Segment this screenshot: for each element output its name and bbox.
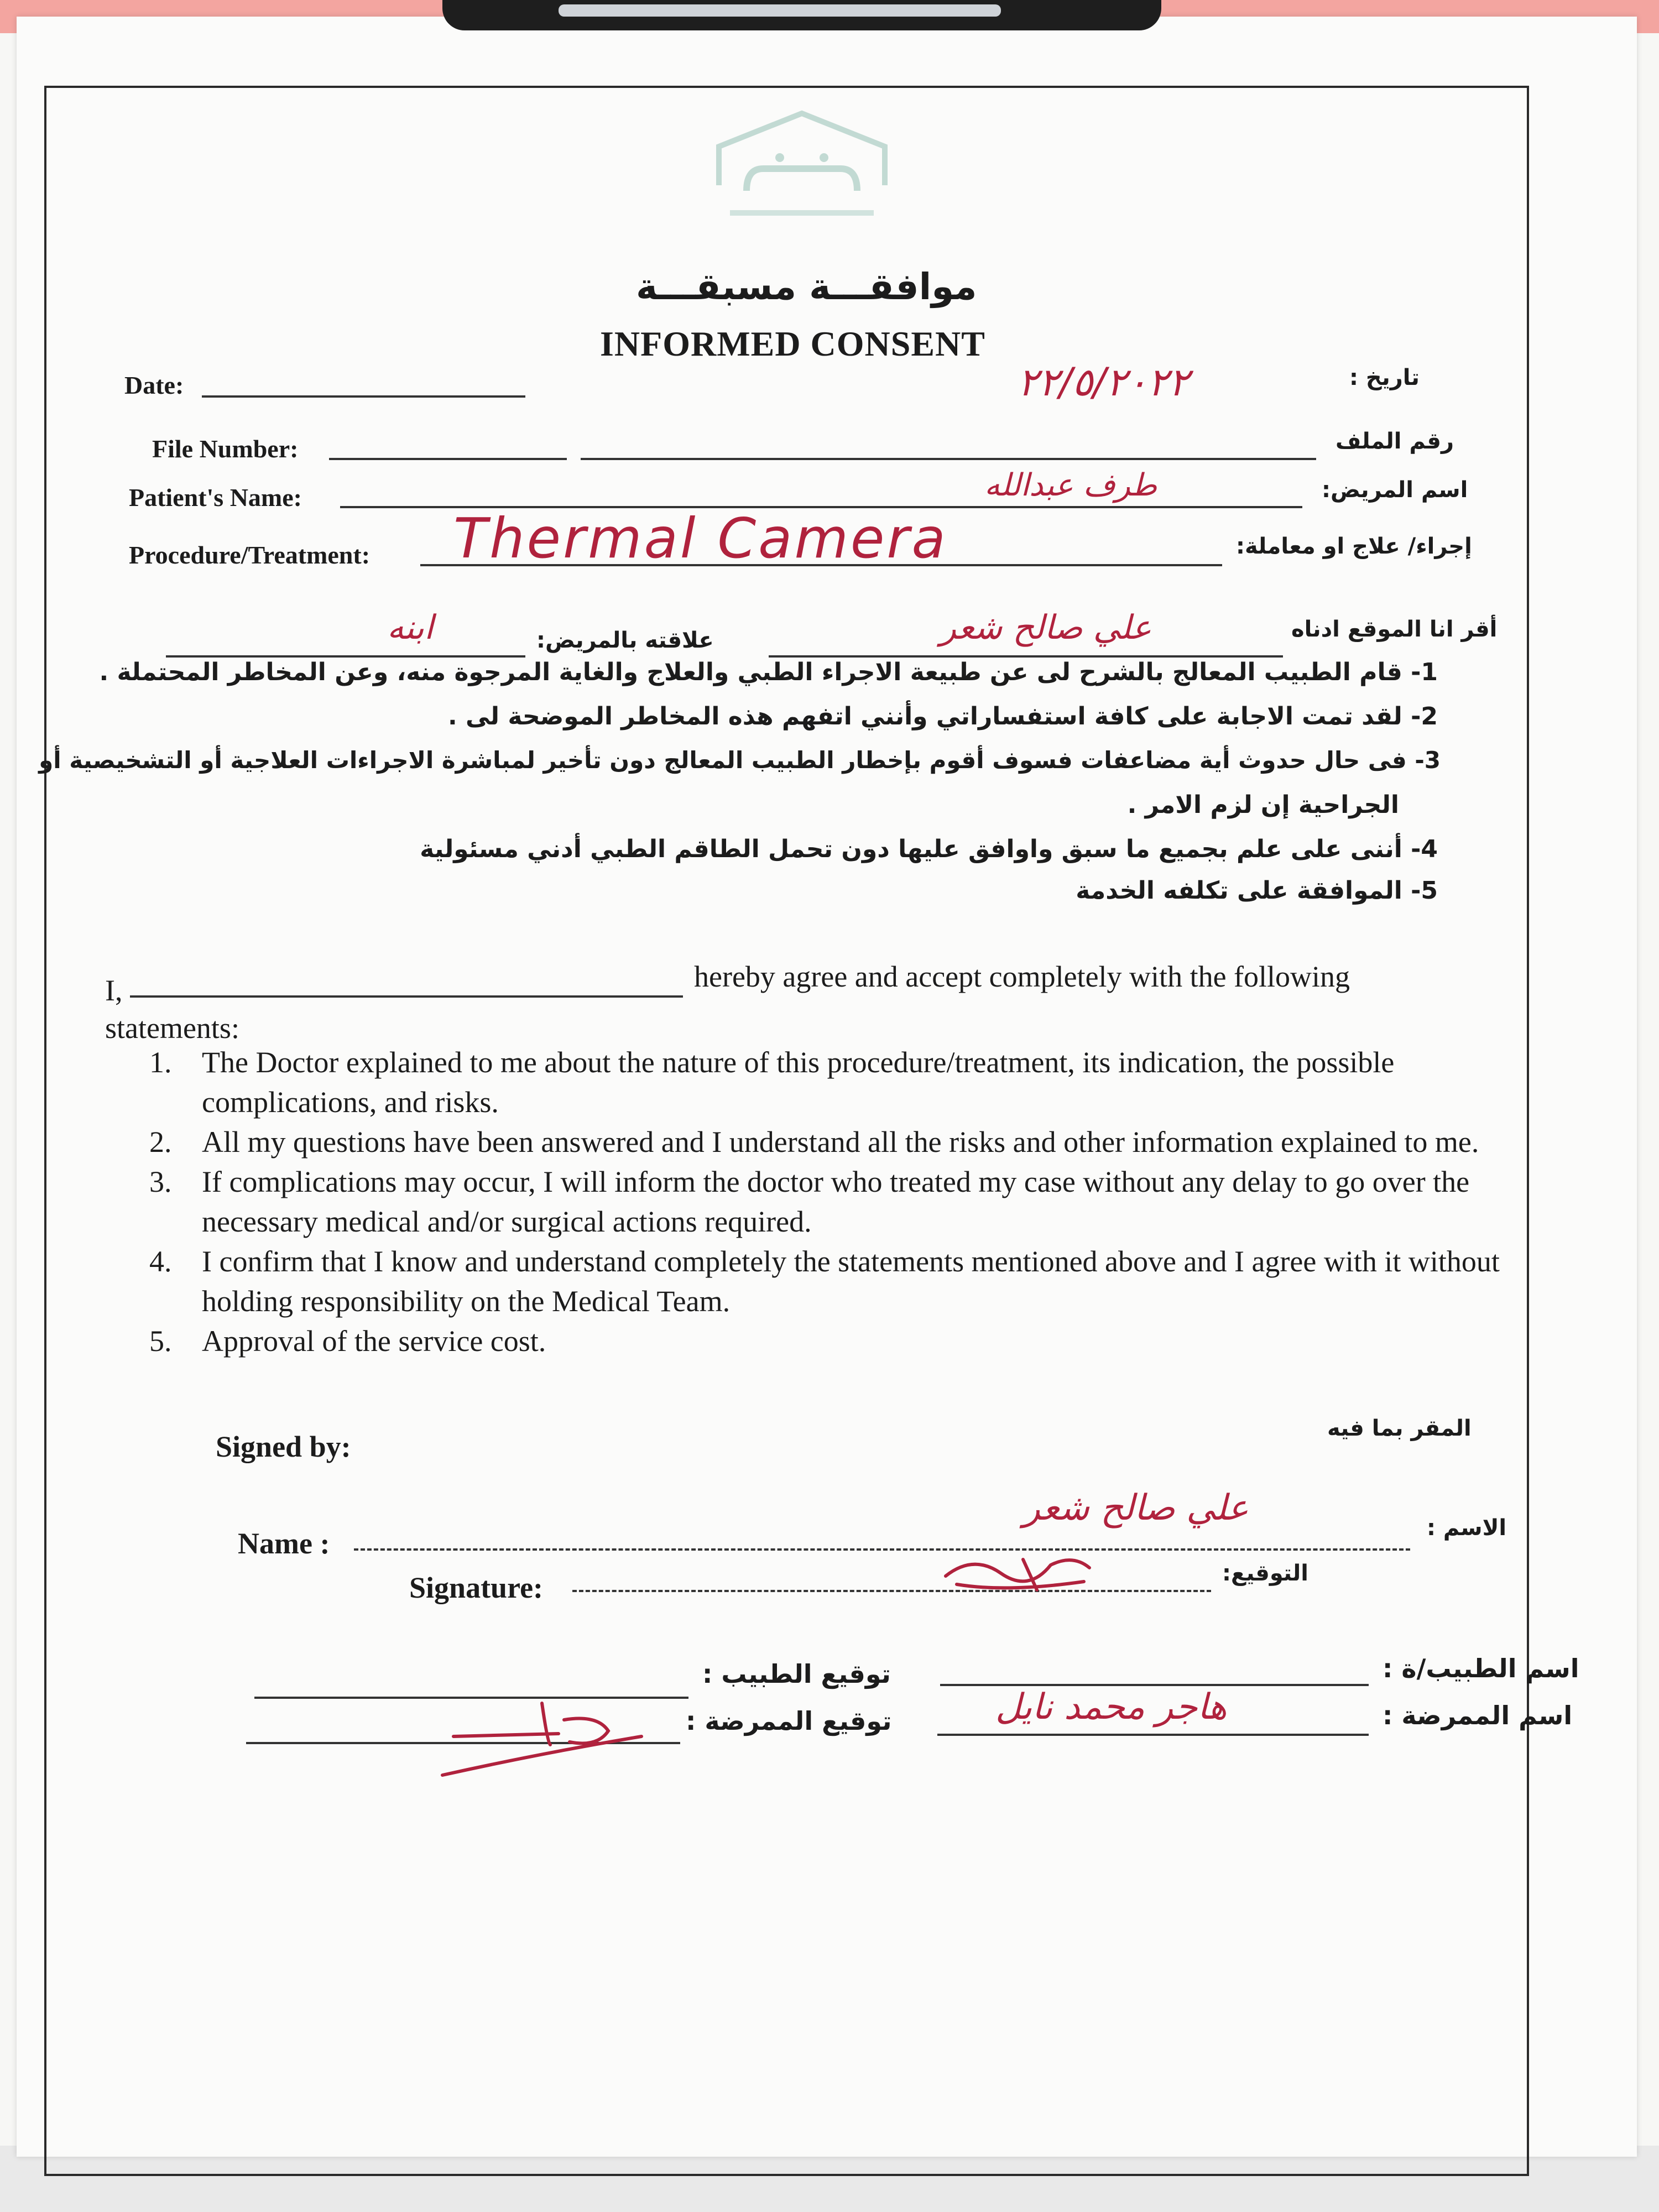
date-label-arabic: تاريخ :	[1349, 365, 1420, 390]
statement-text: If complications may occur, I will inform the doctor who treated my case without any delay to go over the necessary medical and/or surgical actions required.	[202, 1165, 1470, 1238]
clinic-logo-icon	[697, 108, 907, 235]
signer-line[interactable]	[769, 655, 1283, 658]
arabic-statement-1: 1- قام الطبيب المعالج بالشرح لى عن طبيعة الاجراء الطبي والعلاج والغاية المرجوة منه، وعن المخاطر المحتملة .	[99, 658, 1438, 686]
signature-label-arabic: التوقيع:	[1222, 1561, 1308, 1586]
signer-label-arabic: أقر انا الموقع ادناه	[1291, 617, 1498, 642]
nurse-name-handwritten: هاجر محمد نايل	[995, 1687, 1227, 1728]
nurse-name-line[interactable]	[937, 1734, 1369, 1736]
signed-by-label-arabic: المقر بما فيه	[1327, 1416, 1472, 1441]
intro-line-2: statements:	[105, 1011, 239, 1045]
procedure-handwritten: Thermal Camera	[453, 506, 948, 571]
signer-signature-scribble	[940, 1543, 1106, 1604]
clipboard-clip-bar	[559, 4, 1001, 17]
signature-label: Signature:	[409, 1571, 544, 1604]
statement-number: 1.	[149, 1046, 172, 1079]
nurse-signature-scribble	[431, 1681, 653, 1781]
signer-name-line[interactable]	[354, 1548, 1410, 1551]
title-arabic: موافقـــة مسبقـــة	[636, 265, 977, 308]
file-number-line-1[interactable]	[329, 458, 567, 460]
signer-name-handwritten: علي صالح شعر	[1023, 1488, 1249, 1528]
english-statements-list	[149, 1042, 1532, 1361]
signed-by-label: Signed by:	[216, 1430, 351, 1463]
signer-handwritten: علي صالح شعر	[940, 608, 1152, 647]
intro-suffix: hereby agree and accept completely with the following	[694, 960, 1350, 993]
statement-number: 4.	[149, 1245, 172, 1278]
title-english: INFORMED CONSENT	[600, 324, 985, 363]
english-statement-3	[149, 1162, 1532, 1241]
statement-number: 3.	[149, 1165, 172, 1198]
file-number-line-2[interactable]	[581, 458, 1316, 460]
english-statement-5	[149, 1321, 1532, 1361]
statement-number: 2.	[149, 1125, 172, 1159]
arabic-statement-4: 4- أننى على علم بجميع ما سبق واوافق عليها دون تحمل الطاقم الطبي أدني مسئولية	[420, 835, 1438, 863]
intro-prefix: I,	[105, 974, 123, 1007]
statement-number: 5.	[149, 1324, 172, 1358]
arabic-statement-2: 2- لقد تمت الاجابة على كافة استفساراتي وأنني اتفهم هذه المخاطر الموضحة لى .	[447, 702, 1438, 731]
relation-line[interactable]	[166, 655, 525, 658]
date-field-line[interactable]	[202, 395, 525, 398]
relation-label-arabic: علاقته بالمريض:	[536, 628, 714, 653]
statement-text: I confirm that I know and understand completely the statements mentioned above and I agree with it without holding responsibility on the Medical Team.	[202, 1245, 1500, 1318]
statement-text: The Doctor explained to me about the nature of this procedure/treatment, its indication, the possible complications, and risks.	[202, 1046, 1395, 1119]
relation-handwritten: ابنه	[387, 608, 434, 647]
english-statement-2	[149, 1122, 1532, 1162]
english-statement-1	[149, 1042, 1532, 1122]
procedure-label-arabic: إجراء/ علاج او معاملة:	[1236, 534, 1472, 559]
signer-name-label-arabic: الاسم :	[1427, 1515, 1507, 1541]
file-number-label-arabic: رقم الملف	[1335, 429, 1454, 454]
patient-name-label-arabic: اسم المريض:	[1322, 477, 1468, 503]
signer-name-label: Name :	[238, 1527, 330, 1560]
procedure-label: Procedure/Treatment:	[129, 541, 371, 569]
date-handwritten-value: ٢٢/٥/٢٠٢٢	[1018, 359, 1190, 405]
nurse-signature-label-arabic: توقيع الممرضة :	[686, 1706, 892, 1736]
arabic-statement-5: 5- الموافقة على تكلفه الخدمة	[1076, 877, 1438, 905]
nurse-name-label-arabic: اسم الممرضة :	[1383, 1700, 1573, 1730]
intro-name-line[interactable]	[130, 995, 683, 998]
arabic-statement-3-cont: الجراحية إن لزم الامر .	[1127, 791, 1399, 819]
file-number-label: File Number:	[152, 435, 299, 463]
statement-text: Approval of the service cost.	[202, 1324, 546, 1358]
statement-text: All my questions have been answered and I understand all the risks and other information explained to me.	[202, 1125, 1479, 1159]
date-label: Date:	[124, 371, 184, 399]
doctor-signature-label-arabic: توقيع الطبيب :	[702, 1659, 891, 1689]
signature-line[interactable]	[572, 1590, 1211, 1592]
doctor-name-line[interactable]	[940, 1684, 1369, 1686]
english-statement-4	[149, 1241, 1532, 1321]
arabic-statement-3: 3- فى حال حدوث أية مضاعفات فسوف أقوم بإخطار الطبيب المعالج دون تأخير لمباشرة الاجراءات العلاجية أو التشخيصية أو	[39, 747, 1441, 774]
patient-name-handwritten: طرف عبدالله	[984, 467, 1157, 503]
patient-name-label: Patient's Name:	[129, 483, 302, 512]
doctor-name-label-arabic: اسم الطبيب/ة :	[1383, 1653, 1579, 1683]
